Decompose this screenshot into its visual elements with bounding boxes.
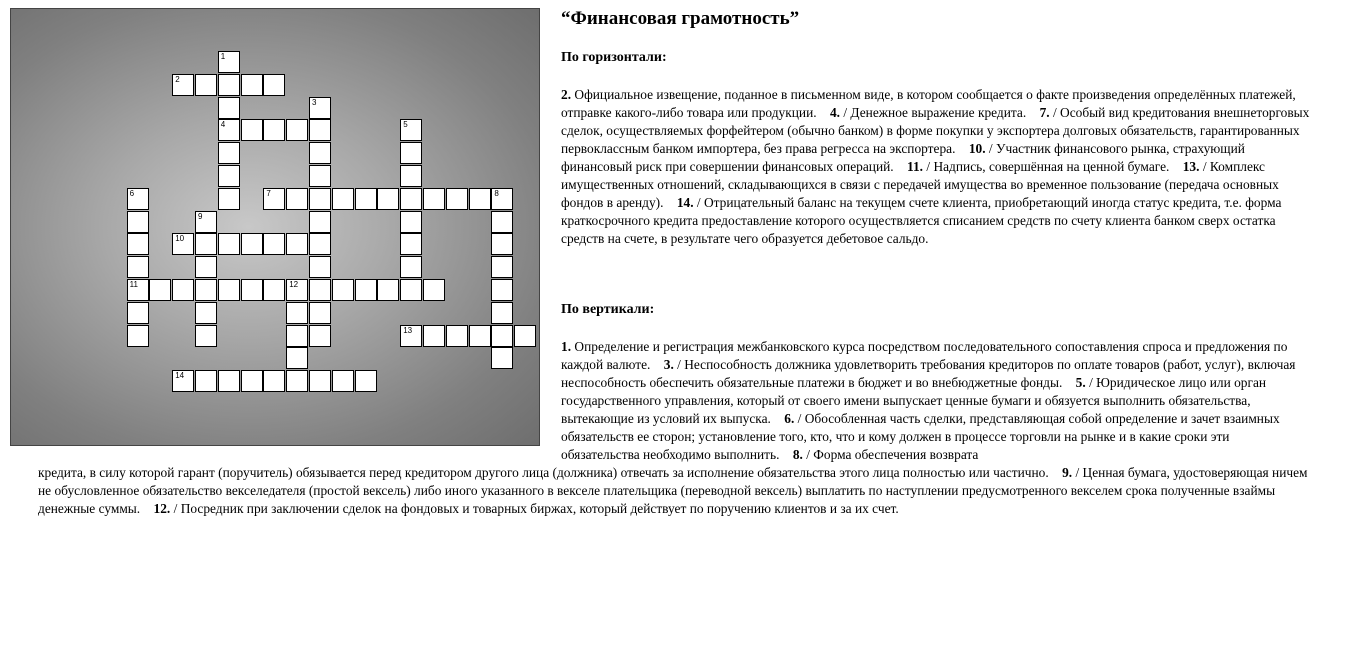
grid-cell[interactable] <box>309 211 331 233</box>
grid-cell[interactable] <box>491 302 513 324</box>
grid-cell[interactable] <box>195 279 217 301</box>
grid-cell[interactable] <box>514 325 536 347</box>
clue-text: / Комплекс имущественных отношений, складывающихся в связи с передачей имущества во временное пользование (передача основных фондов в аренду). <box>561 159 1279 210</box>
grid-cell[interactable] <box>241 233 263 255</box>
grid-cell[interactable] <box>263 188 285 210</box>
clue-text: / Юридическое лицо или орган государственного управления, который от своего имени выпускает ценные бумаги и обязуется выполнить обязательства, вытекающие из условий их выпуска. <box>561 375 1267 426</box>
grid-cell[interactable] <box>195 325 217 347</box>
grid-cell[interactable] <box>355 279 377 301</box>
grid-cell[interactable] <box>195 211 217 233</box>
grid-cell[interactable] <box>309 279 331 301</box>
grid-cell[interactable] <box>218 97 240 119</box>
clue <box>897 159 1173 174</box>
grid-cell[interactable] <box>127 256 149 278</box>
grid-cell[interactable] <box>241 119 263 141</box>
grid-cell[interactable] <box>355 188 377 210</box>
grid-cell[interactable] <box>400 211 422 233</box>
grid-cell[interactable] <box>309 233 331 255</box>
grid-cell[interactable] <box>263 74 285 96</box>
grid-cell[interactable] <box>195 233 217 255</box>
clue-number: 4 <box>220 120 226 130</box>
grid-cell[interactable] <box>172 279 194 301</box>
clue-number: 10 <box>175 234 185 244</box>
grid-cell[interactable] <box>491 256 513 278</box>
clue-number: 6 <box>129 188 135 198</box>
clue-number: 4. <box>829 105 840 120</box>
grid-cell[interactable] <box>309 256 331 278</box>
grid-cell[interactable] <box>263 370 285 392</box>
grid-cell[interactable] <box>469 188 491 210</box>
grid-cell[interactable] <box>491 233 513 255</box>
clue-text: / Денежное выражение кредита. <box>843 105 1027 120</box>
grid-cell[interactable] <box>355 370 377 392</box>
clue-text: / Форма обеспечения возврата <box>806 447 979 462</box>
clue-number: 5. <box>1075 375 1086 390</box>
grid-cell[interactable] <box>127 325 149 347</box>
clue-text: / Посредник при заключении сделок на фондовых и товарных биржах, который действует по поручению клиентов и за их счет. <box>173 501 899 516</box>
across-heading: По горизонтали: <box>561 50 667 65</box>
grid-cell[interactable] <box>491 279 513 301</box>
grid-cell[interactable] <box>309 97 331 119</box>
grid-cell[interactable] <box>218 165 240 187</box>
grid-cell[interactable] <box>491 211 513 233</box>
grid-cell[interactable] <box>491 188 513 210</box>
down-clues <box>561 338 1301 473</box>
grid-cell[interactable] <box>195 74 217 96</box>
clue-number: 6. <box>784 411 795 426</box>
grid-cell[interactable] <box>400 188 422 210</box>
grid-cell[interactable] <box>423 279 445 301</box>
clue-number: 3. <box>663 357 674 372</box>
clue <box>144 501 899 516</box>
down-clues-continued <box>38 464 1313 518</box>
clue-text: / Ценная бумага, удостоверяющая ничем не обусловленное обязательство векселедателя (простой вексель) либо иного указанного в векселе плательщика (переводной вексель) выплатить по наступлении предусмотренного векселем срока полученные взаймы денежные суммы. <box>38 465 1308 516</box>
grid-cell[interactable] <box>286 119 308 141</box>
grid-cell[interactable] <box>286 233 308 255</box>
across-clues <box>561 86 1311 248</box>
clue-number: 14 <box>175 371 185 381</box>
grid-cell[interactable] <box>400 256 422 278</box>
grid-cell[interactable] <box>195 302 217 324</box>
grid-cell[interactable] <box>309 302 331 324</box>
clue-text: / Обособленная часть сделки, представляющая собой определение и зачет взаимных обязательств ее сторон; установление того, кто, что и кому должен в процессе торговли на рынке и в какие сроки эти обязательства необходимо выполнить. <box>561 411 1280 462</box>
grid-cell[interactable] <box>286 370 308 392</box>
clue-text: кредита, в силу которой гарант (поручитель) обязывается перед кредитором другого лица (должника) отвечать за исполнение обязательства этого лица полностью или частично. <box>38 465 1049 480</box>
grid-cell[interactable] <box>446 325 468 347</box>
grid-cell[interactable] <box>218 119 240 141</box>
grid-cell[interactable] <box>400 279 422 301</box>
grid-cell[interactable] <box>377 279 399 301</box>
grid-cell[interactable] <box>218 233 240 255</box>
grid-cell[interactable] <box>172 233 194 255</box>
grid-cell[interactable] <box>127 233 149 255</box>
down-heading: По вертикали: <box>561 302 655 317</box>
clue <box>820 105 1030 120</box>
grid-cell[interactable] <box>241 370 263 392</box>
clue-text: Определение и регистрация межбанковского курса посредством последовательного сопоставления спроса и предложения по каждой валюте. <box>561 339 1288 372</box>
clue-text: / Отрицательный баланс на текущем счете клиента, приобретающий иногда статус кредита, т.е. форма краткосрочного кредита предоставление которого осуществляется списанием средств по счету клиента банком сверх остатка средств на счете, в результате чего образуется дебетовое сальдо. <box>561 195 1282 246</box>
grid-cell[interactable] <box>172 370 194 392</box>
clue-number: 13. <box>1182 159 1200 174</box>
grid-cell[interactable] <box>286 302 308 324</box>
grid-cell[interactable] <box>286 279 308 301</box>
clue-number: 2. <box>561 87 572 102</box>
clue-number: 8. <box>792 447 803 462</box>
grid-cell[interactable] <box>263 119 285 141</box>
clue-number: 10. <box>968 141 986 156</box>
clue-text: / Участник финансового рынка, страхующий финансовый риск при совершении финансовых операций. <box>561 141 1245 174</box>
grid-cell[interactable] <box>127 279 149 301</box>
grid-cell[interactable] <box>172 74 194 96</box>
grid-cell[interactable] <box>446 188 468 210</box>
clue-number: 12. <box>153 501 171 516</box>
grid-cell[interactable] <box>218 142 240 164</box>
crossword-grid <box>10 8 540 446</box>
grid-cell[interactable] <box>218 188 240 210</box>
grid-cell[interactable] <box>263 233 285 255</box>
clue-number: 5 <box>403 120 408 130</box>
grid-cell[interactable] <box>218 370 240 392</box>
clue-text: / Особый вид кредитования внешнеторговых сделок, осуществляемых форфейтером (обычно банком) в форме покупки у экспортера долговых обязательств, гарантированных первоклассным банком импортера, без права регресса на экспортера. <box>561 105 1310 156</box>
grid-cell[interactable] <box>263 279 285 301</box>
grid-cell[interactable] <box>286 347 308 369</box>
clue-text: / Неспособность должника удовлетворить требования кредиторов по оплате товаров (работ, услуг), включая неспособность обеспечить обязательные платежи в бюджет и во внебюджетные фонды. <box>561 357 1296 390</box>
grid-cell[interactable] <box>127 188 149 210</box>
grid-cell[interactable] <box>149 279 171 301</box>
grid-cell[interactable] <box>218 279 240 301</box>
grid-cell[interactable] <box>286 325 308 347</box>
clue <box>38 465 1052 480</box>
grid-cell[interactable] <box>309 165 331 187</box>
grid-cell[interactable] <box>286 188 308 210</box>
clue <box>783 447 979 462</box>
grid-cell[interactable] <box>309 370 331 392</box>
clue-text: / Надпись, совершённая на ценной бумаге. <box>926 159 1170 174</box>
grid-cell[interactable] <box>400 142 422 164</box>
clue-number: 8 <box>494 188 499 198</box>
clue <box>561 195 1281 246</box>
grid-cell[interactable] <box>309 142 331 164</box>
grid-cell[interactable] <box>400 325 422 347</box>
grid-cell[interactable] <box>332 279 354 301</box>
grid-cell[interactable] <box>491 325 513 347</box>
grid-cell[interactable] <box>195 256 217 278</box>
clue-number: 14. <box>676 195 694 210</box>
clue-number: 7 <box>266 188 271 198</box>
grid-cell[interactable] <box>469 325 491 347</box>
grid-cell[interactable] <box>400 165 422 187</box>
clue-number: 11 <box>129 280 138 289</box>
grid-cell[interactable] <box>241 279 263 301</box>
grid-cell[interactable] <box>127 302 149 324</box>
clue-number: 3 <box>312 97 317 107</box>
clue-number: 1 <box>220 52 226 61</box>
grid-cell[interactable] <box>218 74 240 96</box>
clue-number: 13 <box>403 325 413 335</box>
page-title: “Финансовая грамотность” <box>561 8 800 29</box>
clue-number: 9 <box>198 211 203 221</box>
grid-cell[interactable] <box>195 370 217 392</box>
clue-text: Официальное извещение, поданное в письменном виде, в котором сообщается о факте произведения определённых платежей, отправке какого-либо товара или продукции. <box>561 87 1296 120</box>
grid-cell[interactable] <box>400 233 422 255</box>
clue-number: 12 <box>289 280 299 289</box>
grid-cell[interactable] <box>423 188 445 210</box>
clue-number: 11. <box>907 159 924 174</box>
grid-cell[interactable] <box>491 347 513 369</box>
grid-cell[interactable] <box>309 325 331 347</box>
grid-cell[interactable] <box>400 119 422 141</box>
grid-cell[interactable] <box>332 370 354 392</box>
grid-cell[interactable] <box>127 211 149 233</box>
clue-number: 2 <box>175 74 180 84</box>
grid-cell[interactable] <box>218 51 240 73</box>
grid-cell[interactable] <box>332 188 354 210</box>
clue-number: 1. <box>561 339 572 354</box>
grid-cell[interactable] <box>309 188 331 210</box>
clue-number: 7. <box>1039 105 1050 120</box>
grid-cell[interactable] <box>423 325 445 347</box>
grid-cell[interactable] <box>241 74 263 96</box>
clue-number: 9. <box>1062 465 1073 480</box>
grid-cell[interactable] <box>309 119 331 141</box>
grid-cell[interactable] <box>377 188 399 210</box>
